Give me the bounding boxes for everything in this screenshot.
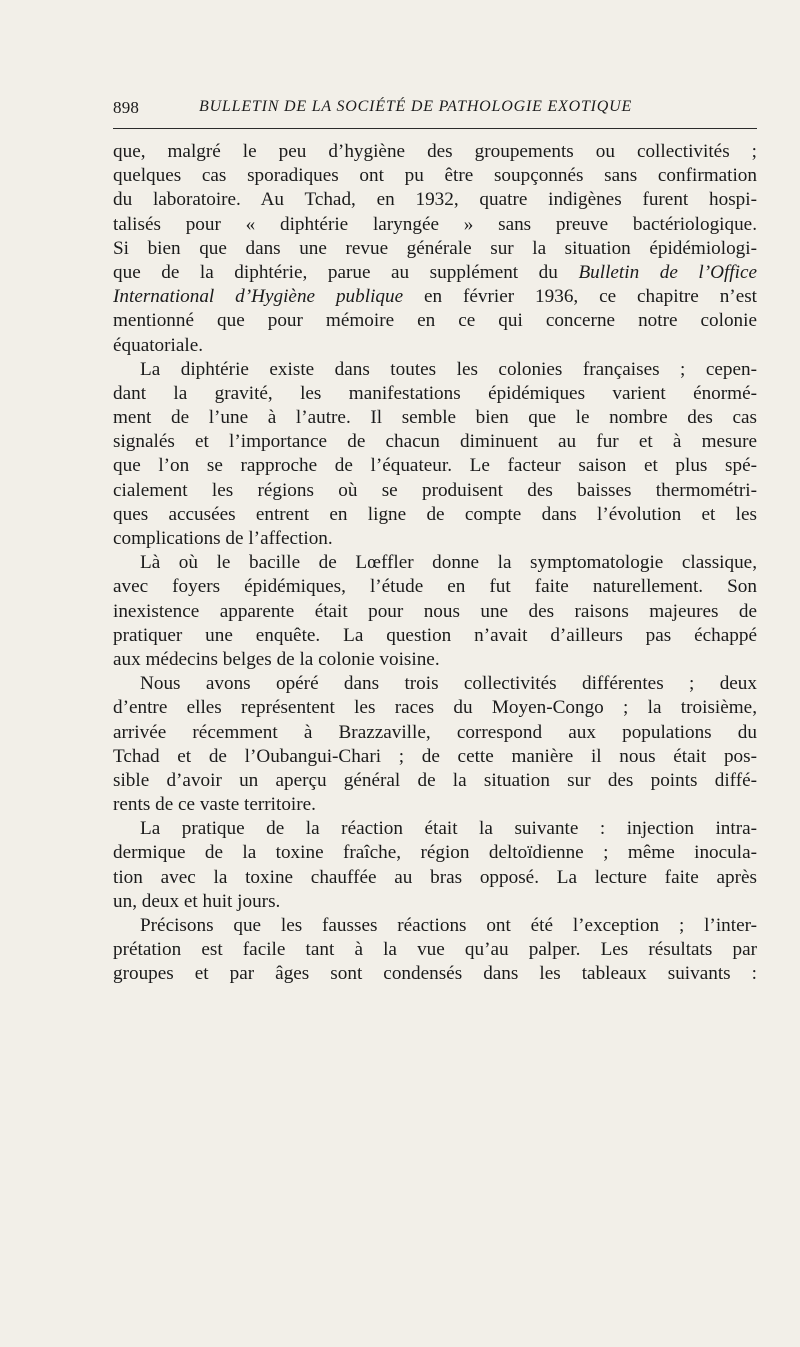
text-line: inexistence apparente était pour nous une des raisons majeures de: [113, 600, 757, 622]
text-line: Tchad et de l’Oubangui-Chari ; de cette manière il nous était pos-: [113, 745, 757, 767]
journal-title-italic: Bulletin de l’Office: [578, 261, 757, 283]
journal-title-italic: International d’Hygiène publique: [113, 286, 404, 308]
page-header: [113, 96, 757, 124]
text-line: d’entre elles représentent les races du Moyen-Congo ; la troisième,: [113, 697, 757, 719]
text-line: cialement les régions où se produisent des baisses thermométri-: [113, 479, 757, 501]
text-line: La pratique de la réaction était la suivante : injection intra-: [140, 818, 757, 840]
text-line: Si bien que dans une revue générale sur la situation épidémiologi-: [113, 237, 757, 259]
text-line: Nous avons opéré dans trois collectivités différentes ; deux: [140, 673, 757, 695]
text-line: La diphtérie existe dans toutes les colonies françaises ; cepen-: [140, 358, 757, 380]
text-line: signalés et l’importance de chacun diminuent au fur et à mesure: [113, 431, 757, 453]
text-line: que, malgré le peu d’hygiène des groupements ou collectivités ;: [113, 141, 757, 162]
text-line: rents de ce vaste territoire.: [113, 794, 316, 816]
text-fragment: que de la diphtérie, parue au supplément du: [113, 261, 558, 283]
text-line: quelques cas sporadiques ont pu être soupçonnés sans confirmation: [113, 165, 757, 187]
text-line: du laboratoire. Au Tchad, en 1932, quatre indigènes furent hospi-: [113, 189, 757, 211]
text-line: pratiquer une enquête. La question n’avait d’ailleurs pas échappé: [113, 624, 757, 646]
text-line: prétation est facile tant à la vue qu’au palper. Les résultats par: [113, 939, 757, 961]
text-line: tion avec la toxine chauffée au bras opposé. La lecture faite après: [113, 866, 757, 888]
text-line: Précisons que les fausses réactions ont été l’exception ; l’inter-: [140, 915, 757, 936]
text-line: talisés pour « diphtérie laryngée » sans preuve bactériologique.: [113, 213, 757, 235]
text-line: ment de l’une à l’autre. Il semble bien que le nombre des cas: [113, 407, 757, 429]
text-line: [113, 285, 757, 309]
text-line: Là où le bacille de Lœffler donne la symptomatologie classique,: [140, 552, 757, 574]
text-line: groupes et par âges sont condensés dans les tableaux suivants :: [113, 963, 757, 985]
header-rule: [113, 128, 757, 129]
running-head: BULLETIN DE LA SOCIÉTÉ DE PATHOLOGIE EXOTIQUE: [199, 98, 633, 115]
text-fragment: en février 1936, ce chapitre n’est: [424, 286, 757, 308]
text-line: dant la gravité, les manifestations épidémiques varient énormé-: [113, 382, 757, 404]
text-line: dermique de la toxine fraîche, région deltoïdienne ; même inocula-: [113, 842, 757, 864]
text-line: équatoriale.: [113, 334, 204, 356]
text-line: arrivée récemment à Brazzaville, correspond aux populations du: [113, 721, 757, 743]
page-number: 898: [113, 98, 140, 117]
text-line: mentionné que pour mémoire en ce qui concerne notre colonie: [113, 310, 757, 332]
text-line: aux médecins belges de la colonie voisine.: [113, 648, 440, 670]
text-line: [113, 261, 757, 285]
text-line: sible d’avoir un aperçu général de la situation sur des points diffé-: [113, 769, 757, 791]
text-line: ques accusées entrent en ligne de compte dans l’évolution et les: [113, 503, 757, 525]
text-line: complications de l’affection.: [113, 528, 333, 549]
text-line: avec foyers épidémiques, l’étude en fut faite naturellement. Son: [113, 576, 757, 598]
text-line: un, deux et huit jours.: [113, 890, 281, 912]
body-text: [113, 140, 757, 987]
text-line: que l’on se rapproche de l’équateur. Le facteur saison et plus spé-: [113, 455, 757, 477]
